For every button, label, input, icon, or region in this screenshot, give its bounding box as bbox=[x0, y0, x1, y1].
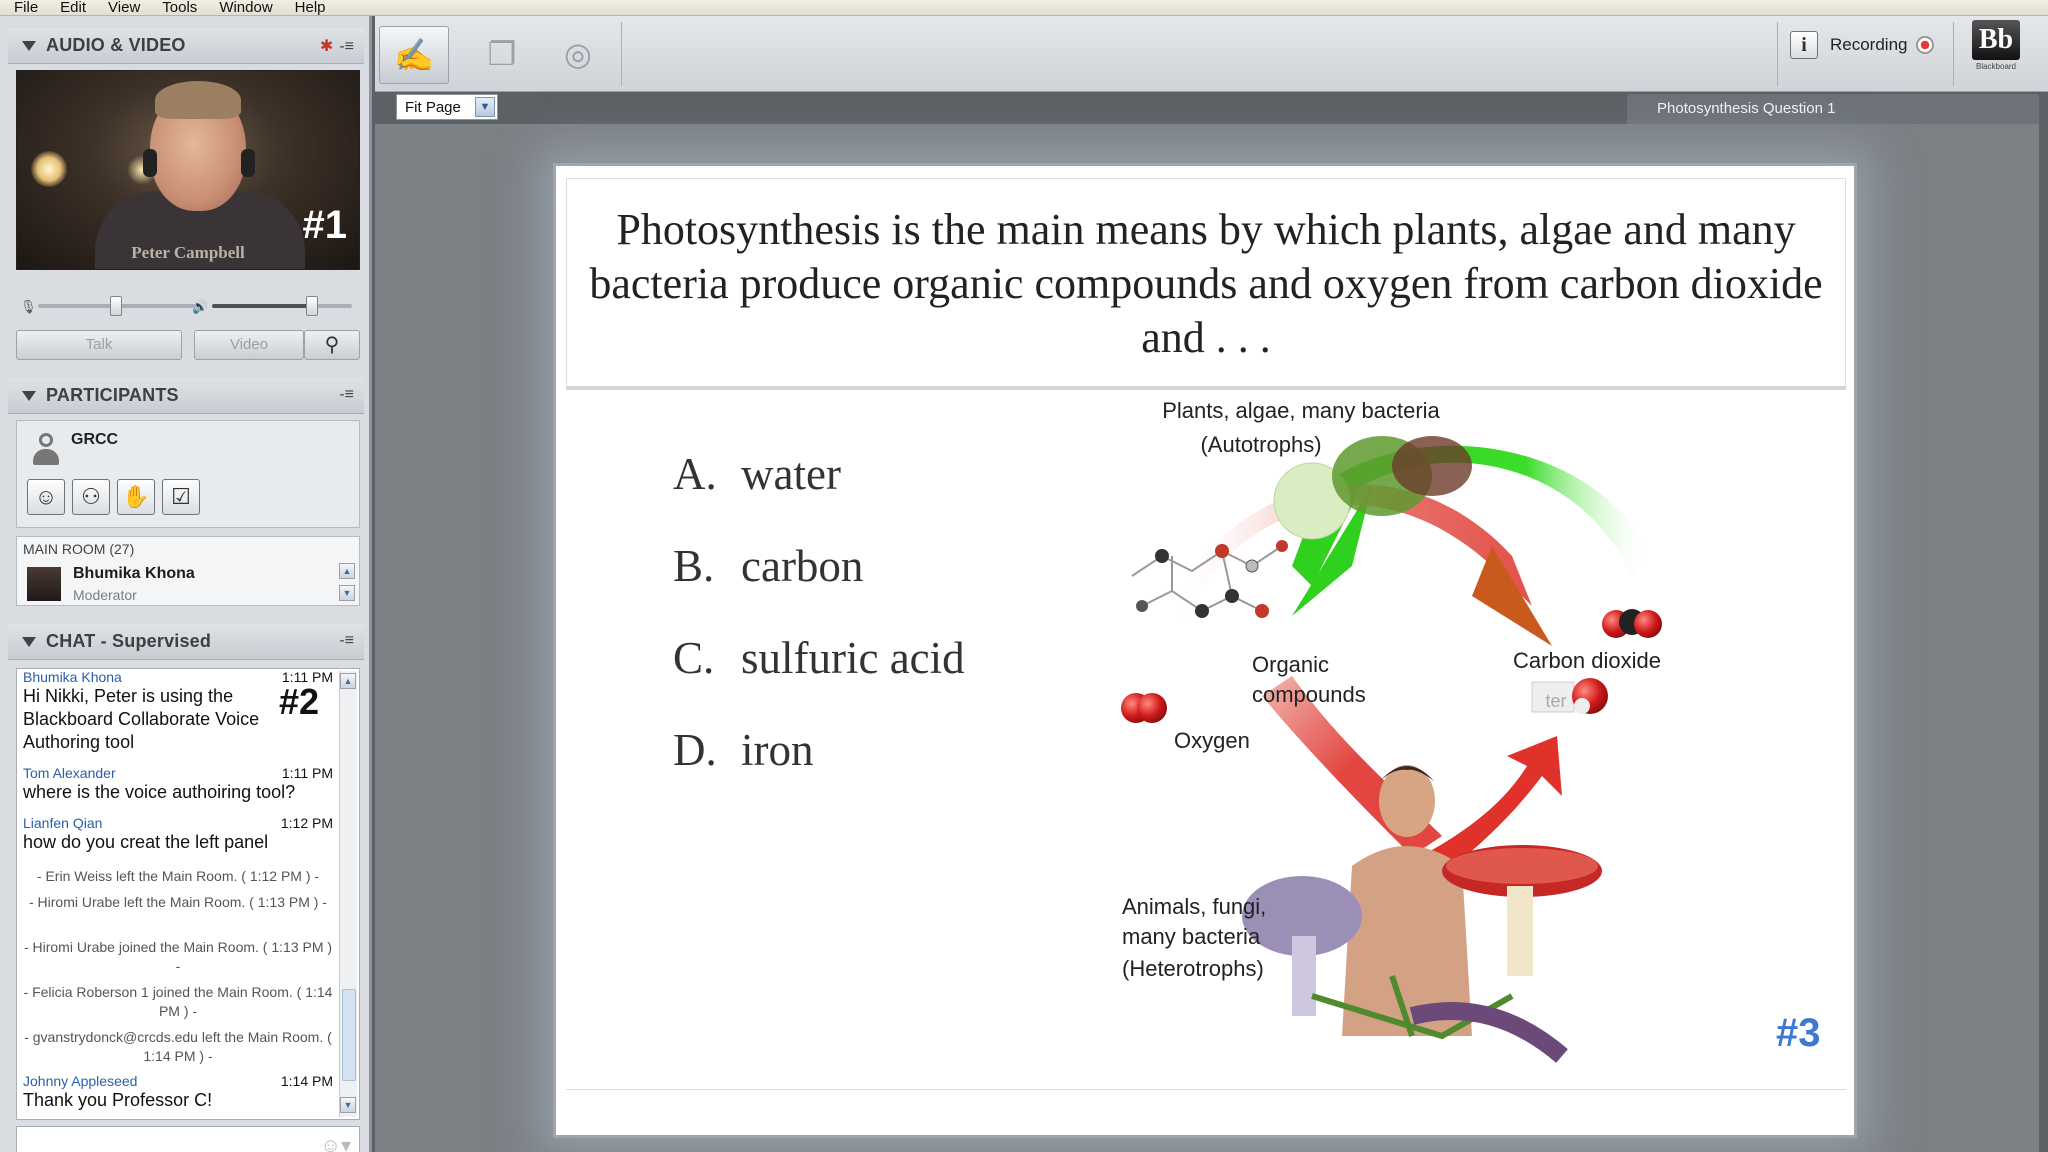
hand-icon: ✋ bbox=[122, 484, 150, 509]
answer-b bbox=[673, 540, 863, 592]
menu-window[interactable]: Window bbox=[219, 0, 273, 16]
windows-icon: ❐ bbox=[487, 36, 517, 72]
label-heterotrophs-1: Animals, fungi, bbox=[1122, 894, 1267, 919]
menu-help[interactable]: Help bbox=[294, 0, 326, 16]
label-oxygen: Oxygen bbox=[1174, 728, 1250, 753]
bb-logo-caption: Blackboard bbox=[1975, 62, 2017, 71]
scroll-up-icon[interactable]: ▲ bbox=[339, 563, 355, 579]
label-autotrophs: Plants, algae, many bacteria bbox=[1162, 398, 1440, 423]
moderator-role: Moderator bbox=[73, 587, 137, 603]
chat-message bbox=[23, 815, 333, 854]
answer-letter: D. bbox=[673, 725, 717, 775]
scroll-up-icon[interactable]: ▲ bbox=[340, 673, 356, 689]
answer-d bbox=[673, 724, 814, 776]
chat-title: CHAT - Supervised bbox=[46, 631, 212, 651]
system-message: - Hiromi Urabe left the Main Room. ( 1:13 PM ) - bbox=[29, 894, 327, 910]
menu-bar bbox=[0, 0, 2048, 16]
chat-message bbox=[23, 1073, 333, 1112]
chat-time: 1:11 PM bbox=[281, 669, 333, 685]
marker-2: #2 bbox=[279, 681, 320, 722]
answer-letter: C. bbox=[673, 633, 715, 683]
question-text: Photosynthesis is the main means by which plants, algae and many bacteria produce organic compounds and oxygen from carbon dioxide and . . . bbox=[589, 205, 1823, 362]
menu-view[interactable]: View bbox=[108, 0, 141, 16]
chat-author: Tom Alexander bbox=[23, 765, 116, 781]
video-feed bbox=[16, 70, 360, 270]
chat-text: how do you creat the left panel bbox=[23, 832, 269, 852]
slide-footer bbox=[566, 1089, 1846, 1129]
whiteboard-button[interactable] bbox=[379, 26, 449, 84]
speaker-icon: 🔊 bbox=[192, 299, 209, 314]
chat-input[interactable] bbox=[16, 1126, 360, 1152]
collapse-triangle-icon[interactable] bbox=[22, 637, 36, 647]
chat-text: where is the voice authoiring tool? bbox=[23, 782, 296, 802]
chat-message bbox=[23, 765, 333, 804]
video-presenter-name: Peter Campbell bbox=[131, 243, 245, 262]
chevron-down-icon[interactable]: ▼ bbox=[475, 97, 495, 117]
application-sharing-button[interactable] bbox=[467, 26, 537, 84]
mic-slider-knob[interactable] bbox=[110, 296, 122, 316]
system-message: - Felicia Roberson 1 joined the Main Room. ( 1:14 PM ) - bbox=[23, 984, 333, 1019]
web-tour-button[interactable] bbox=[543, 26, 613, 84]
info-icon[interactable]: i bbox=[1790, 31, 1818, 59]
emoticon-icon[interactable]: ☺▾ bbox=[320, 1135, 351, 1152]
chat-text: Thank you Professor C! bbox=[23, 1090, 213, 1110]
volume-slider-knob[interactable] bbox=[306, 296, 318, 316]
scroll-down-icon[interactable]: ▼ bbox=[339, 585, 355, 601]
camera-preview-button[interactable] bbox=[304, 330, 360, 360]
emoticon-button[interactable] bbox=[27, 479, 65, 515]
user-icon bbox=[31, 431, 61, 467]
label-heterotrophs-2: many bacteria bbox=[1122, 924, 1261, 949]
label-autotrophs-paren: (Autotrophs) bbox=[1200, 432, 1322, 457]
panel-options-icon[interactable]: -≡ bbox=[339, 386, 354, 403]
chat-text: Hi Nikki, Peter is using the Blackboard Collaborate Voice Authoring tool bbox=[23, 686, 260, 752]
answer-letter: B. bbox=[673, 541, 715, 591]
zoom-select[interactable] bbox=[396, 94, 498, 120]
blackboard-logo bbox=[1966, 20, 2026, 82]
scroll-down-icon[interactable]: ▼ bbox=[340, 1097, 356, 1113]
toolbar-divider bbox=[1777, 22, 1778, 86]
label-water-partial: ter bbox=[1545, 691, 1567, 711]
oxygen-molecule-icon bbox=[1121, 693, 1167, 723]
menu-file[interactable]: File bbox=[14, 0, 39, 16]
menu-tools[interactable]: Tools bbox=[162, 0, 198, 16]
slide-title-box bbox=[566, 178, 1846, 390]
chat-author: Lianfen Qian bbox=[23, 815, 103, 831]
label-compounds: compounds bbox=[1252, 682, 1366, 707]
pen-icon: ✍ bbox=[394, 37, 434, 73]
system-message: - Hiromi Urabe joined the Main Room. ( 1:13 PM ) - bbox=[23, 939, 333, 974]
menu-edit[interactable]: Edit bbox=[60, 0, 87, 16]
chat-author: Bhumika Khona bbox=[23, 669, 122, 685]
headset-icon bbox=[241, 149, 255, 177]
slide[interactable] bbox=[553, 163, 1857, 1138]
headset-icon bbox=[143, 149, 157, 177]
answer-c bbox=[673, 632, 965, 684]
person-figure bbox=[1342, 765, 1472, 1036]
step-away-button[interactable] bbox=[72, 479, 110, 515]
lamp-light bbox=[31, 151, 67, 187]
chat-time: 1:12 PM bbox=[280, 815, 333, 831]
video-button[interactable]: Video bbox=[194, 330, 304, 360]
answer-text: iron bbox=[741, 725, 814, 775]
answer-letter: A. bbox=[673, 449, 717, 499]
chat-log[interactable] bbox=[16, 668, 360, 1120]
camera-preview-icon: ⚲ bbox=[324, 334, 340, 356]
answer-text: water bbox=[741, 449, 841, 499]
marker-3: #3 bbox=[1776, 1011, 1821, 1055]
participants-header[interactable] bbox=[8, 378, 364, 414]
participants-title: PARTICIPANTS bbox=[46, 385, 179, 405]
marker-1: #1 bbox=[302, 203, 347, 247]
left-panel bbox=[0, 16, 372, 1152]
volume-slider-fill bbox=[212, 304, 310, 308]
toolbar-divider bbox=[621, 22, 622, 86]
bb-logo-mark: Bb bbox=[1972, 20, 2020, 60]
raise-hand-button[interactable] bbox=[117, 479, 155, 515]
panel-options-icon[interactable]: -≡ bbox=[339, 632, 354, 649]
audio-sliders bbox=[16, 295, 360, 317]
panel-options-icon[interactable]: ✱ -≡ bbox=[319, 38, 354, 55]
bacteria-cluster-icon bbox=[1392, 436, 1472, 496]
chat-scrollbar[interactable] bbox=[339, 671, 357, 1117]
chat-time: 1:11 PM bbox=[281, 765, 333, 781]
collapse-triangle-icon[interactable] bbox=[22, 41, 36, 51]
chat-header[interactable] bbox=[8, 624, 364, 660]
record-dot-icon[interactable] bbox=[1916, 36, 1934, 54]
person-away-icon: ⚇ bbox=[81, 484, 101, 509]
microphone-icon: 🎙 bbox=[20, 299, 37, 314]
carbon-dioxide-icon bbox=[1602, 609, 1662, 638]
system-message: - Erin Weiss left the Main Room. ( 1:12 PM ) - bbox=[36, 868, 320, 884]
moderator-name[interactable]: Bhumika Khona bbox=[73, 565, 195, 582]
page-title: Photosynthesis Question 1 bbox=[1657, 100, 1836, 117]
scroll-thumb[interactable] bbox=[342, 989, 356, 1081]
checkbox-icon: ☑ bbox=[171, 484, 191, 509]
recording-label: Recording bbox=[1830, 35, 1908, 54]
chat-author: Johnny Appleseed bbox=[23, 1073, 138, 1089]
toolbar-divider bbox=[1953, 22, 1954, 86]
poll-response-button[interactable] bbox=[162, 479, 200, 515]
avatar bbox=[27, 567, 61, 601]
answer-text: carbon bbox=[741, 541, 864, 591]
label-organic: Organic bbox=[1252, 652, 1330, 677]
recording-indicator[interactable] bbox=[1790, 30, 1934, 60]
tools-icon[interactable]: ✱ bbox=[319, 38, 334, 55]
answer-text: sulfuric acid bbox=[741, 633, 965, 683]
smiley-icon: ☺ bbox=[34, 484, 58, 509]
zoom-value: Fit Page bbox=[405, 99, 461, 116]
audio-video-header[interactable] bbox=[8, 28, 364, 64]
room-label: MAIN ROOM (27) bbox=[23, 541, 135, 557]
photosynthesis-diagram bbox=[1112, 396, 1672, 1066]
globe-icon: ◎ bbox=[564, 36, 592, 72]
chat-time: 1:14 PM bbox=[280, 1073, 333, 1089]
participant-self bbox=[16, 420, 360, 528]
talk-button[interactable]: Talk bbox=[16, 330, 182, 360]
label-heterotrophs-3: (Heterotrophs) bbox=[1122, 956, 1264, 981]
presenter-hair bbox=[155, 81, 241, 119]
page-title-tab bbox=[1627, 94, 2039, 124]
self-name: GRCC bbox=[71, 431, 119, 448]
system-message: - gvanstrydonck@crcds.edu left the Main Room. ( 1:14 PM ) - bbox=[24, 1029, 332, 1064]
label-carbon-dioxide: Carbon dioxide bbox=[1513, 648, 1661, 673]
collapse-triangle-icon[interactable] bbox=[22, 391, 36, 401]
answer-a bbox=[673, 448, 841, 500]
main-room-list bbox=[16, 536, 360, 606]
audio-video-title: AUDIO & VIDEO bbox=[46, 35, 186, 55]
